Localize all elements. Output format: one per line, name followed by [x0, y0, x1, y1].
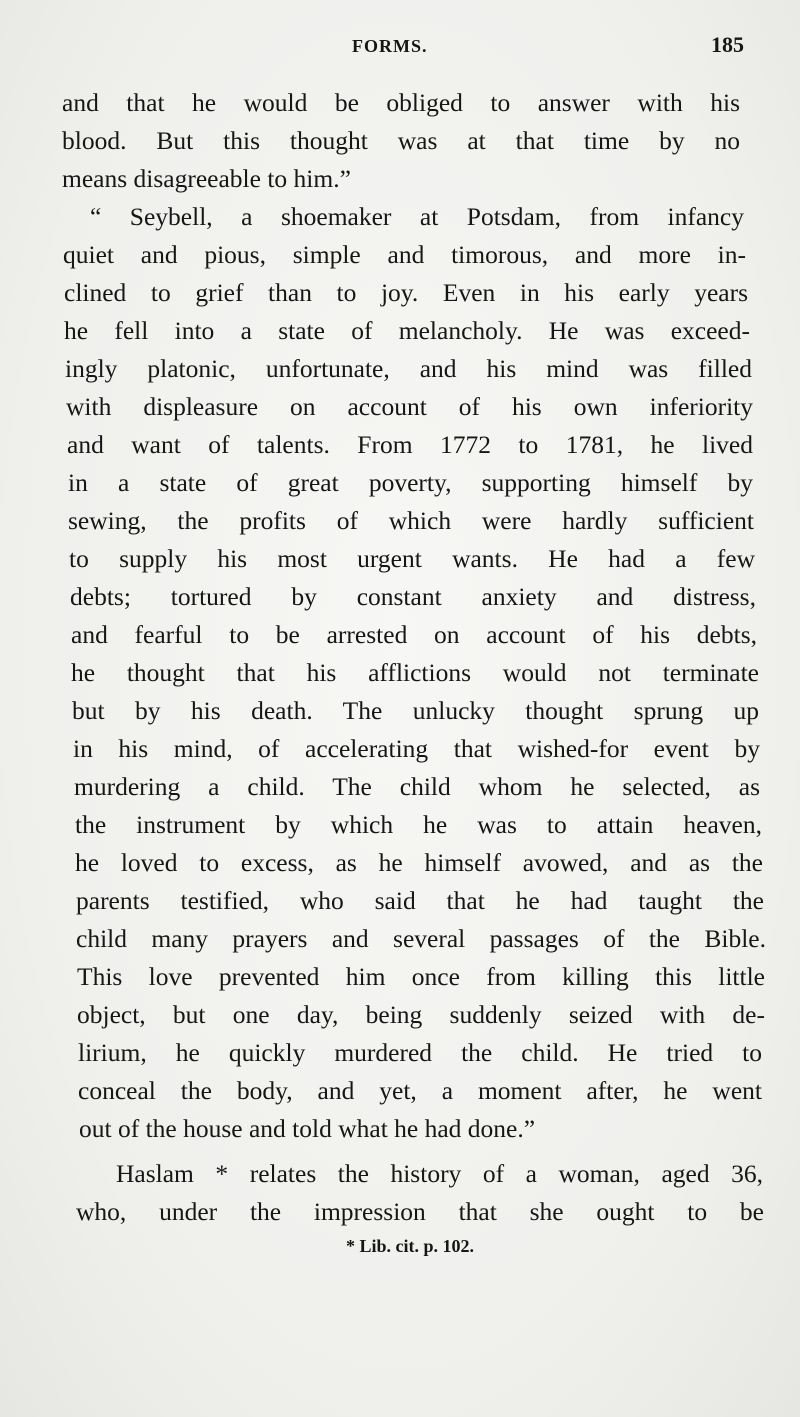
text-line: clined to grief than to joy. Even in his early years: [64, 278, 748, 307]
text-line: and that he would be obliged to answer with his: [62, 88, 740, 117]
running-title: FORMS.: [352, 36, 428, 56]
text-line: This love prevented him once from killing this little: [77, 962, 765, 991]
text-line: out of the house and told what he had done.”: [79, 1114, 536, 1143]
text-line: and fearful to be arrested on account of his debts,: [71, 620, 757, 649]
paragraph-gap: [62, 1148, 762, 1155]
text-line: with displeasure on account of his own inferiority: [66, 392, 753, 421]
text-line: child many prayers and several passages of the Bible.: [76, 924, 766, 953]
text-line: debts; tortured by constant anxiety and distress,: [70, 582, 756, 611]
text-line: and want of talents. From 1772 to 1781, he lived: [67, 430, 753, 459]
page-number: 185: [711, 32, 744, 57]
text-line: “ Seybell, a shoemaker at Potsdam, from infancy: [90, 202, 744, 231]
text-line: quiet and pious, simple and timorous, and more in-: [63, 240, 746, 269]
body-text: [62, 84, 766, 1231]
text-line: to supply his most urgent wants. He had a few: [69, 544, 755, 573]
text-line: blood. But this thought was at that time by no: [62, 126, 740, 155]
text-line: in a state of great poverty, supporting himself by: [68, 468, 753, 497]
text-line: means disagreeable to him.”: [62, 164, 351, 193]
text-line: conceal the body, and yet, a moment after, he went: [78, 1076, 762, 1105]
text-line: the instrument by which he was to attain heaven,: [75, 810, 762, 839]
text-line: in his mind, of accelerating that wished-for event by: [73, 734, 760, 763]
text-line: parents testified, who said that he had taught the: [76, 886, 764, 915]
text-line: ingly platonic, unfortunate, and his mind was filled: [65, 354, 752, 383]
text-line: lirium, he quickly murdered the child. He tried to: [78, 1038, 762, 1067]
text-line: he loved to excess, as he himself avowed, and as the: [75, 848, 763, 877]
text-line: he thought that his afflictions would not terminate: [71, 658, 759, 687]
text-line: sewing, the profits of which were hardly sufficient: [68, 506, 754, 535]
text-line: but by his death. The unlucky thought sprung up: [72, 696, 759, 725]
text-line: object, but one day, being suddenly seized with de-: [77, 1000, 765, 1029]
text-line: Haslam * relates the history of a woman, aged 36,: [116, 1159, 763, 1188]
footnote: [0, 1236, 800, 1257]
text-line: who, under the impression that she ought to be: [76, 1197, 764, 1226]
text-line: murdering a child. The child whom he selected, as: [74, 772, 760, 801]
footnote-text: * Lib. cit. p. 102.: [345, 1236, 474, 1256]
running-head: [60, 30, 750, 64]
text-line: he fell into a state of melancholy. He was exceed-: [64, 316, 750, 345]
